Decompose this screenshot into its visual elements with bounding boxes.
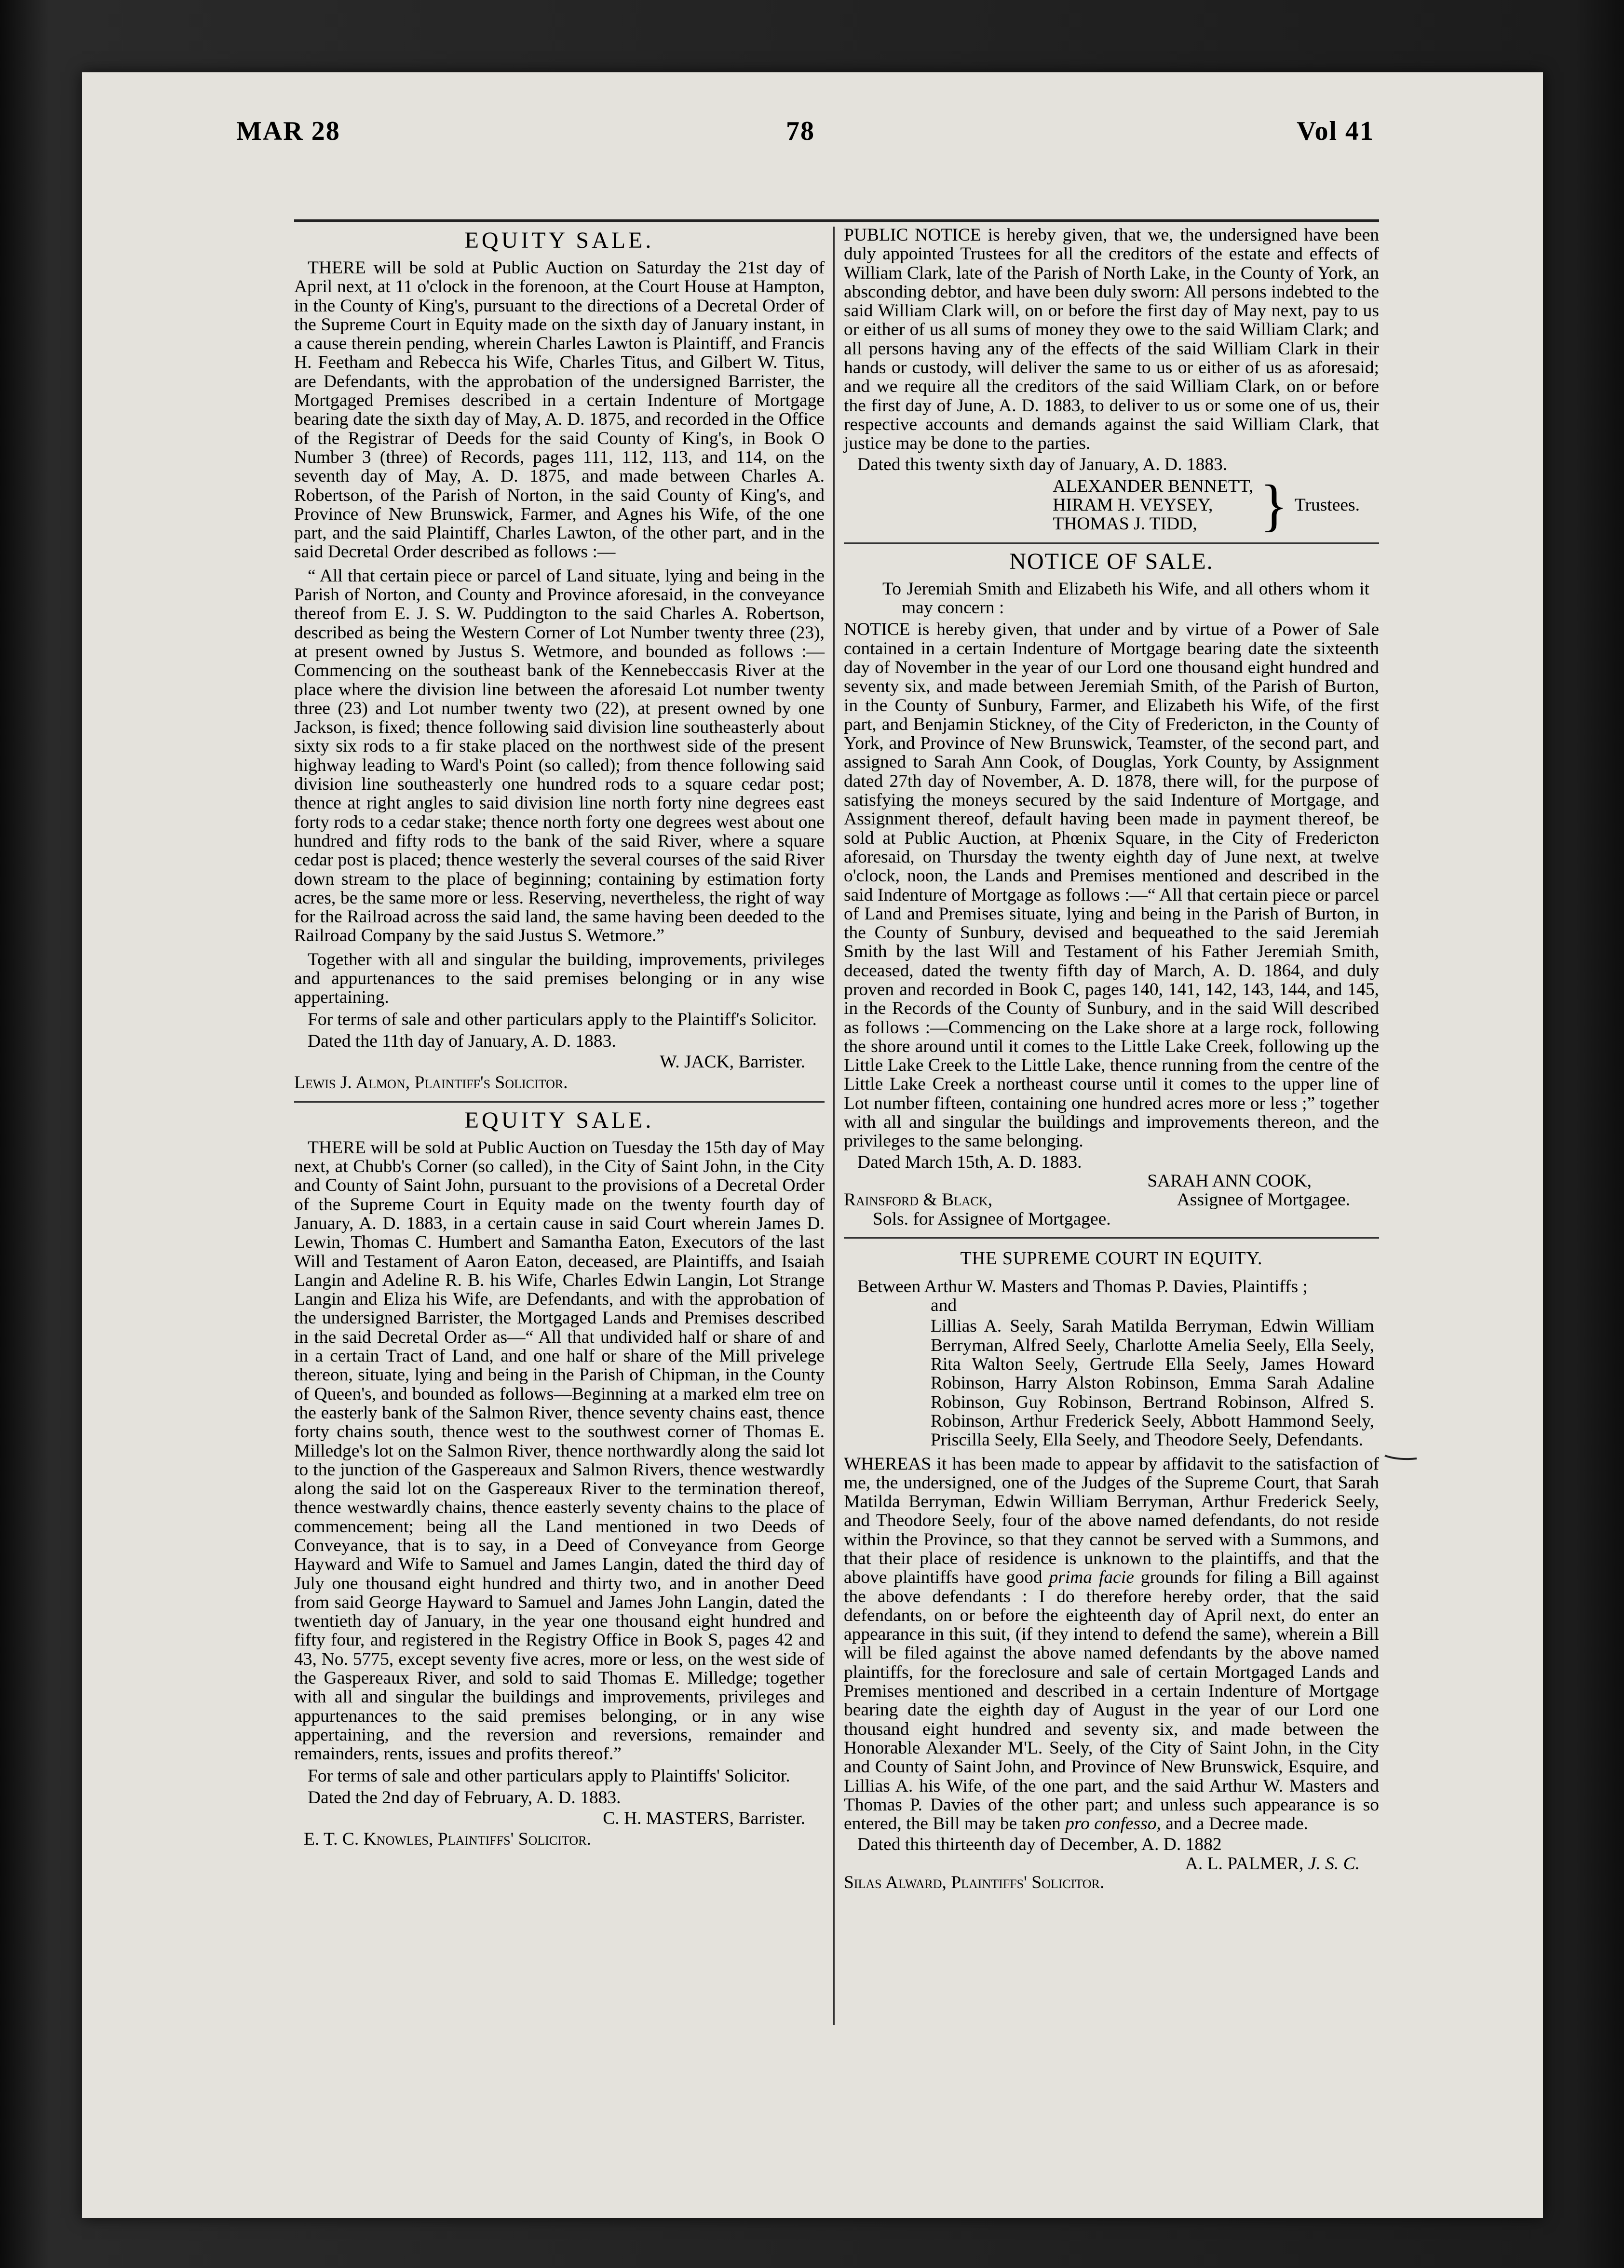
notice-solicitor: E. T. C. Knowles, Plaintiffs' Solicitor.	[304, 1829, 591, 1850]
notice-dated: Dated this thirteenth day of December, A. D. 1882	[857, 1835, 1222, 1855]
body-mid: grounds for filing a Bill against the above defendants : I do therefore hereby order, that the said defendants, on or before the eighteenth day of April next, do enter an appearance in this suit, (if they intend to defend the same), wherein a Bill will be filed against the above named defendants by the above named plaintiffs, for the foreclosure and sale of certain Mortgaged Lands and Premises mentioned and described in a certain Indenture of Mortgage bearing date the eighth day of August in the year of our Lord one thousand eight hundred and seventy six, and made between the Honorable Alexander M'L. Seely, of the City of Saint John, in the City and County of Saint John, and Province of New Brunswick, Esquire, and Lillias A. his Wife, of the one part, and the said Arthur W. Masters and Thomas P. Davies of the other part; and unless such appearance is so entered, the Bill may be taken	[844, 1567, 1379, 1834]
notice-sols: Sols. for Assignee of Mortgagee.	[873, 1209, 1111, 1229]
notice-address: To Jeremiah Smith and Elizabeth his Wife, and all others whom it may concern :	[882, 579, 1369, 618]
notice-firm: Rainsford & Black,	[844, 1190, 993, 1210]
notice-defendants: Lillias A. Seely, Sarah Matilda Berryman, Edwin William Berryman, Alfred Seely, Charlotte Amelia Seely, Ella Seely, Rita Walton Seely, Gertrude Ella Seely, James Howard Robinson, Harry Alston Robinson, Emma Sarah Adaline Robinson, Guy Robinson, Bertrand Robinson, Alfred S. Robinson, Arthur Frederick Seely, Abbott Hammond Seely, Priscilla Seely, Ella Seely, and Theodore Seely, Defendants.	[931, 1316, 1374, 1450]
brace-glyph: }	[1260, 472, 1288, 537]
header-volume: Vol 41	[1297, 116, 1374, 146]
notice-of-sale	[844, 549, 1379, 1228]
notice-signature-row	[844, 1190, 1379, 1209]
trustee-name: ALEXANDER BENNETT,	[1053, 476, 1254, 496]
body-start: WHEREAS it has been made to appear by affidavit to the satisfaction of me, the undersigned, one of the Judges of the Supreme Court, that Sarah Matilda Berryman, Edwin William Berryman, Arthur Frederick Seely, and Theodore Seely, four of the above named defendants, do not reside within the Province, so that they cannot be served with a Summons, and that their place of residence is unknown to the plaintiffs, and that the above plaintiffs have good	[844, 1454, 1379, 1588]
trustee-name: HIRAM H. VEYSEY,	[1053, 495, 1213, 515]
notice-body: THERE will be sold at Public Auction on Saturday the 21st day of April next, at 11 o'clock in the forenoon, at the Court House at Hampton, in the County of King's, pursuant to the directions of a Decretal Order of the Supreme Court in Equity made on the sixth day of January instant, in a cause therein pending, wherein Charles Lawton is Plaintiff, and Francis H. Feetham and Rebecca his Wife, Charles Titus, and Gilbert W. Titus, are Defendants, with the approbation of the undersigned Barrister, the Mortgaged Premises described in a certain Indenture of Mortgage bearing date the sixth day of May, A. D. 1875, and recorded in the Office of the Registrar of Deeds for the said County of King's, in Book O Number 3 (three) of Records, pages 111, 112, 113, and 114, on the seventh day of May, A. D. 1875, and made between Charles A. Robertson, of the Parish of Norton, in the said County of King's, and Province of New Brunswick, Farmer, and Agnes his Wife, of the one part, and the said Plaintiff, Charles Lawton, of the other part, and in the said Decretal Order described as follows :—	[294, 258, 825, 562]
notice-terms: For terms of sale and other particulars apply to the Plaintiff's Solicitor.	[308, 1009, 817, 1029]
notice-separator	[294, 1101, 825, 1103]
notice-solicitor: Lewis J. Almon, Plaintiff's Solicitor.	[294, 1073, 568, 1093]
notice-separator	[844, 542, 1379, 544]
notice-between: Between Arthur W. Masters and Thomas P. Davies, Plaintiffs ;	[857, 1276, 1308, 1296]
notice-judge	[844, 1854, 1379, 1873]
judge-name: A. L. PALMER,	[1185, 1853, 1304, 1874]
notice-terms: For terms of sale and other particulars apply to Plaintiffs' Solicitor.	[308, 1766, 790, 1786]
notice-dated: Dated the 11th day of January, A. D. 1883.	[308, 1031, 616, 1051]
notice-dated: Dated the 2nd day of February, A. D. 1883.	[308, 1787, 621, 1808]
equity-sale-notice-2	[294, 1107, 825, 1849]
trustee-name: THOMAS J. TIDD,	[1053, 514, 1197, 534]
notice-title: THE SUPREME COURT IN EQUITY.	[960, 1248, 1263, 1269]
header-rule	[294, 219, 1379, 222]
supreme-court-notice	[844, 1245, 1379, 1892]
notice-barrister: W. JACK, Barrister.	[660, 1052, 805, 1072]
notice-title: NOTICE OF SALE.	[1009, 548, 1214, 574]
notice-together: Together with all and singular the building, improvements, privileges and appurtenances to the said premises belonging or in any wise appertaining.	[294, 949, 825, 1008]
pro-confesso: pro confesso,	[1065, 1814, 1161, 1834]
notice-body: THERE will be sold at Public Auction on Tuesday the 15th day of May next, at Chubb's Corner (so called), in the City of Saint John, in the City and County of Saint John, pursuant to the provisions of a Decretal Order of the Supreme Court in Equity made on the twenty fourth day of January, A. D. 1883, in a certain cause in said Court wherein James D. Lewin, Thomas C. Humbert and Samantha Eaton, Executors of the last Will and Testament of Aaron Eaton, deceased, are Plaintiffs, and Isaiah Langin and Adeline R. B. his Wife, Charles Edwin Langin, Lot Strange Langin and Eliza his Wife, are Defendants, and with the approbation of the undersigned Barrister, the Mortgaged Lands and Premises described in the said Decretal Order as—“ All that undivided half or share of and in a certain Tract of Land, and one half or share of the Mill privelege thereon, situate, lying and being in the Parish of Chipman, in the County of Queen's, and bounded as follows—Beginning at a marked elm tree on the easterly bank of the Salmon River, thence seventy chains east, thence forty chains south, thence west to the southwest corner of Thomas E. Milledge's lot on the Salmon River, thence northwardly along the said lot to the junction of the Gaspereaux and Salmon Rivers, thence westwardly along the said lot on the Gaspereaux River to the termination thereof, thence westwardly chains, thence easterly seventy chains to the place of commencement; being all the Land mentioned in two Deeds of Conveyance, that is to say, in a Deed of Conveyance from George Hayward and Wife to Samuel and James Langin, dated the third day of July one thousand eight hundred and thirty two, and in another Deed from said George Hayward to Samuel and James John Langin, dated the twentieth day of January, in the year one thousand eight hundred and fifty four, and registered in the Registry Office in Book S, pages 42 and 43, No. 5775, except seventy five acres, more or less, on the west side of the Gaspereaux River, and sold to said Thomas E. Milledge; together with all and singular the buildings and improvements, privileges and appurtenances to the said premises belonging, or in any wise appertaining, and the reversion and reversions, remainder and remainders, rents, issues and profits thereof.”	[294, 1137, 825, 1764]
left-column	[294, 226, 825, 1851]
notice-dated: Dated March 15th, A. D. 1883.	[857, 1152, 1082, 1172]
pencil-tick-mark	[1384, 1454, 1418, 1463]
notice-dated: Dated this twenty sixth day of January, A. D. 1883.	[857, 454, 1228, 474]
column-divider	[833, 227, 835, 2025]
equity-sale-notice-1	[294, 228, 825, 1093]
notice-body: PUBLIC NOTICE is hereby given, that we, the undersigned have been duly appointed Trustees for all the creditors of the estate and effects of William Clark, late of the Parish of North Lake, in the County of York, an absconding debtor, and have been duly sworn: All persons indebted to the said William Clark will, on or before the first day of May next, pay to us or either of us all sums of money they owe to the said William Clark; and all persons having any of the effects of the said William Clark in their hands or custody, will deliver the same to us or either of us as aforesaid; and we require all the creditors of the said William Clark, on or before the first day of June, A. D. 1883, to deliver to us or some one of us, their respective accounts and demands against the said William Clark, that justice may be done to the parties.	[844, 225, 1379, 454]
body-end: and a Decree made.	[1165, 1814, 1308, 1834]
trustees-label: Trustees.	[1294, 495, 1360, 515]
prima-facie: prima facie	[1049, 1567, 1134, 1588]
notice-title: EQUITY SALE.	[464, 228, 654, 253]
trustee-signatures	[844, 472, 1360, 537]
notice-body	[844, 1455, 1379, 1834]
notice-solicitor: Silas Alward, Plaintiffs' Solicitor.	[844, 1873, 1105, 1893]
notice-barrister: C. H. MASTERS, Barrister.	[603, 1809, 805, 1829]
notice-assignee: Assignee of Mortgagee.	[1177, 1190, 1350, 1210]
judge-title: J. S. C.	[1308, 1853, 1360, 1874]
trustee-names	[1053, 477, 1253, 534]
trustees-notice	[844, 225, 1379, 537]
header-page-number: 78	[786, 116, 815, 146]
notice-signer: SARAH ANN COOK,	[1147, 1171, 1312, 1191]
notice-and: and	[931, 1296, 957, 1316]
notice-separator	[844, 1237, 1379, 1239]
header-date: MAR 28	[236, 116, 340, 146]
notice-title: EQUITY SALE.	[464, 1107, 654, 1133]
right-column	[844, 226, 1379, 1892]
notice-body: NOTICE is hereby given, that under and by virtue of a Power of Sale contained in a certain Indenture of Mortgage bearing date the sixteenth day of November in the year of our Lord one thousand eight hundred and seventy six, and made between Jeremiah Smith, of the Parish of Burton, in the County of Sunbury, Farmer, and Elizabeth his Wife, of the first part, and Benjamin Stickney, of the City of Fredericton, in the County of York, and Province of New Brunswick, Teamster, of the second part, and assigned to Sarah Ann Cook, of Douglas, York County, by Assignment dated 27th day of November, A. D. 1878, there will, for the purpose of satisfying the moneys secured by the said Indenture of Mortgage, and Assignment thereof, default having been made in payment thereof, be sold at Public Auction, at Phœnix Square, in the City of Fredericton aforesaid, on Thursday the twenty eighth day of June next, at twelve o'clock, noon, the Lands and Premises mentioned and described in the said Indenture of Mortgage as follows :—“ All that certain piece or parcel of Land and Premises situate, lying and being in the Parish of Burton, in the County of Sunbury, devised and bequeathed to the said Jeremiah Smith by the last Will and Testament of his Father Jeremiah Smith, deceased, dated the twenty fifth day of March, A. D. 1864, and duly proven and recorded in Book C, pages 140, 141, 142, 143, 144, and 145, in the Records of the County of Sunbury, and in the said Will described as follows :—Commencing on the Lake shore at a large rock, following the shore around until it comes to the Little Lake Creek, following up the Little Lake Creek to the Little Lake, thence running from the centre of the Little Lake Creek a northeast course until it comes to the upper line of Lot number fifteen, containing one hundred acres more or less ;” together with all and singular the buildings and improvements thereon, and the privileges to the same belonging.	[844, 620, 1379, 1151]
page-header	[236, 101, 1374, 159]
notice-quote: “ All that certain piece or parcel of Land situate, lying and being in the Parish of Norton, and County and Province aforesaid, in the conveyance thereof from E. J. S. W. Puddington to the said Charles A. Robertson, described as being the Western Corner of Lot Number twenty three (23), at present owned by Justus S. Wetmore, and bounded as follows :—Commencing on the southeast bank of the Kennebeccasis River at the place where the division line between the aforesaid Lot number twenty three (23) and Lot number twenty two (22), at present owned by one Jackson, is fixed; thence following said division line southeasterly about sixty six rods to a fir stake placed on the northwest side of the present highway leading to Ward's Point (so called); from thence following said division line southeasterly one hundred rods to a square cedar post; thence at right angles to said division line north forty nine degrees east forty rods to a cedar stake; thence north forty one degrees west about one hundred and fifty rods to the bank of the said River, where a square cedar post is placed; thence westerly the several courses of the said River down stream to the place of beginning; containing by estimation forty acres, be the same more or less. Reserving, nevertheless, the right of way for the Railroad across the said land, the same having been deeded to the Railroad Company by the said Justus S. Wetmore.”	[294, 566, 825, 946]
